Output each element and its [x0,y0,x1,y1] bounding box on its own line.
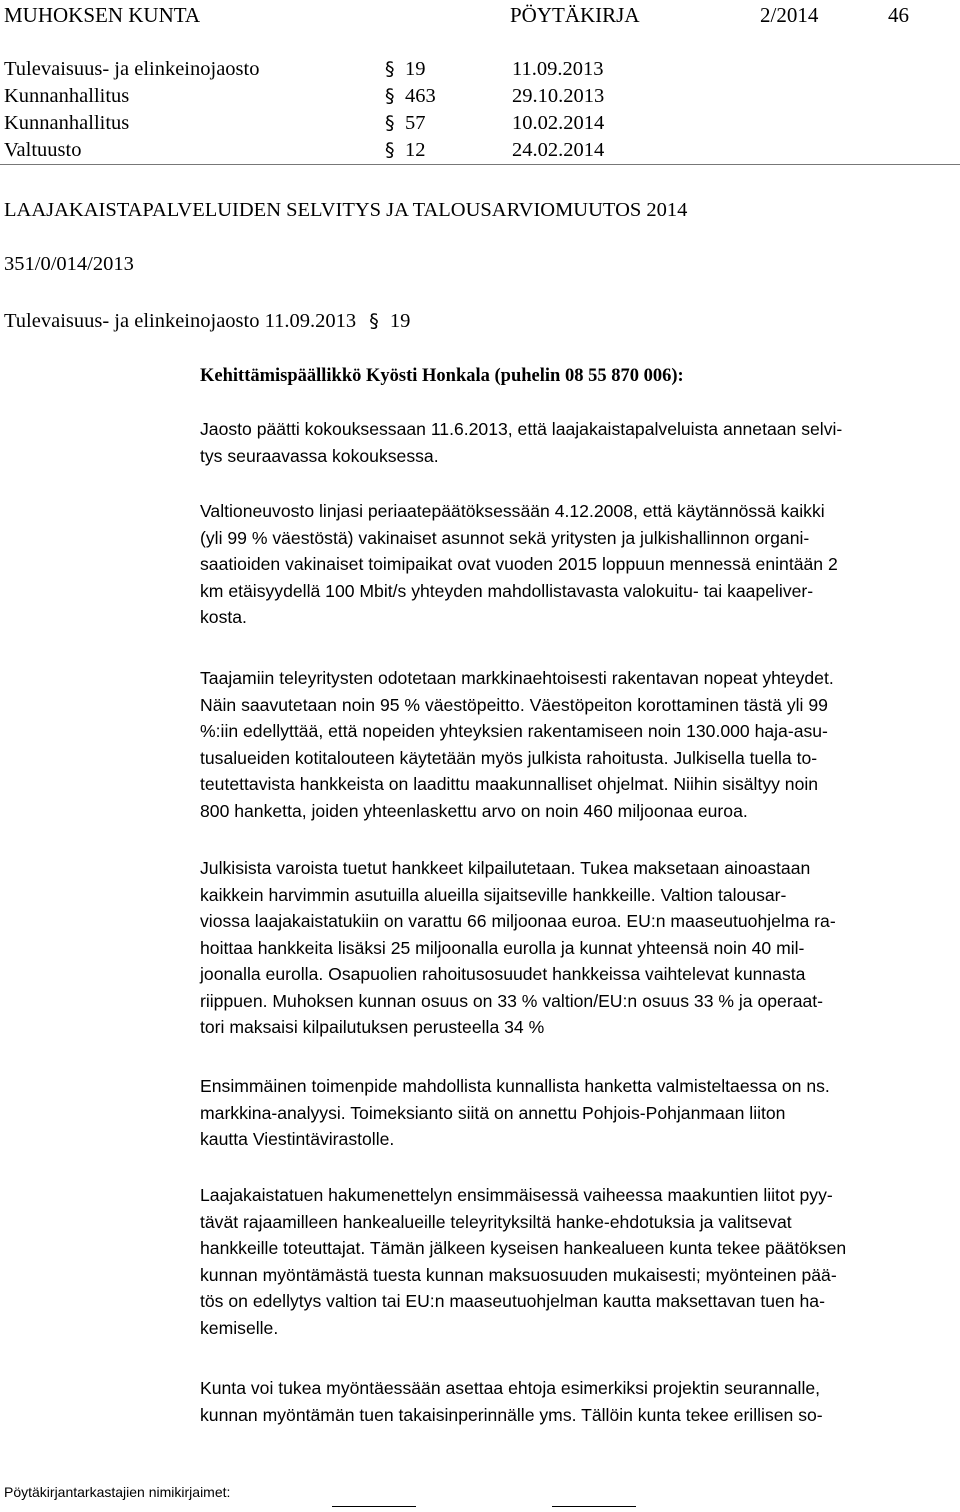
paragraph-line: 800 hanketta, joiden yhteenlaskettu arvo on noin 460 miljoonaa euroa. [200,800,748,821]
signature-line [332,1506,416,1507]
meeting-date: 29.10.2013 [512,85,605,107]
paragraph-line: kautta Viestintävirastolle. [200,1129,395,1149]
meeting-section-number: 12 [405,139,426,161]
reference-number: 351/0/014/2013 [4,253,134,275]
paragraph [200,665,956,824]
paragraph [200,1073,956,1153]
paragraph-line: Kunta voi tukea myöntäessään asettaa ehtoja esimerkiksi projektin seurannalle, [200,1378,821,1398]
meeting-section-number: 57 [405,112,426,134]
meeting-date: 11.09.2013 [512,58,604,80]
paragraph-line: Taajamiin teleyritysten odotetaan markkinaehtoisesti rakentavan nopeat yhteydet. [200,668,834,688]
paragraph-line: tusalueiden kotitalouteen käytetään myös julkista rahoitusta. Julkisella tuella to- [200,747,818,768]
paragraph-line: hankkeille toteuttajat. Tämän jälkeen kyseisen hankealueen kunta tekee päätöksen [200,1238,847,1258]
paragraph-line: tös on edellytys valtion tai EU:n maaseutuohjelman kautta maksettavan tuen ha- [200,1291,825,1311]
meeting-body: Valtuusto [4,139,82,161]
section-heading-text: Tulevaisuus- ja elinkeinojaosto 11.09.2013 [4,310,357,332]
section-number: 19 [389,310,411,332]
paragraph-line: Näin saavutetaan noin 95 % väestöpeitto. Väestöpeiton korottaminen tästä yli 99 [200,694,828,715]
paragraph-line: hoittaa hankkeita lisäksi 25 miljoonalla eurolla ja kunnat yhteensä noin 40 mil- [200,937,805,958]
paragraph-line: (yli 99 % väestöstä) vakinaiset asunnot sekä yritysten ja julkishallinnon organi- [200,527,810,548]
presenter-line: Kehittämispäällikkö Kyösti Honkala (puhelin 08 55 870 006): [200,366,684,386]
section-symbol: § [385,58,395,80]
paragraph [200,416,956,469]
meeting-body: Kunnanhallitus [4,85,130,107]
paragraph-line: %:iin edellyttää, että nopeiden yhteyksien rakentamiseen noin 130.000 haja-asu- [200,721,828,741]
paragraph-line: km etäisyydellä 100 Mbit/s yhteyden mahdollistavasta valokuitu- tai kaapeliver- [200,580,814,601]
paragraph-line: kemiselle. [200,1317,279,1338]
section-heading [4,310,410,332]
document-type: PÖYTÄKIRJA [510,3,640,27]
issue-number: 2/2014 [760,3,819,27]
paragraph-line: Laajakaistatuen hakumenettelyn ensimmäisessä vaiheessa maakuntien liitot pyy- [200,1185,833,1205]
paragraph-line: viossa laajakaistatukiin on varattu 66 miljoonaa euroa. EU:n maaseutuohjelma ra- [200,911,836,931]
signature-line [552,1506,636,1507]
paragraph-line: riippuen. Muhoksen kunnan osuus on 33 % valtion/EU:n osuus 33 % ja operaat- [200,990,824,1011]
meeting-section-number: 19 [405,58,426,80]
section-symbol: § [385,85,395,107]
meeting-section-number: 463 [405,85,436,107]
section-symbol: § [385,112,395,134]
paragraph-line: Jaosto päätti kokouksessaan 11.6.2013, että laajakaistapalveluista annetaan selvi- [200,419,843,439]
section-symbol: § [369,310,379,332]
paragraph-line: kunnan myöntämästä tuesta kunnan maksuosuuden mukaisesti; myönteinen pää- [200,1264,837,1285]
meeting-date: 10.02.2014 [512,112,605,134]
paragraph-line: tävät rajaamilleen hankealueille teleyrityksiltä hanke-ehdotuksia ja valitsevat [200,1211,792,1232]
paragraph-line: saatioiden vakinaiset toimipaikat ovat vuoden 2015 loppuun mennessä enintään 2 [200,554,838,574]
paragraph-line: tys seuraavassa kokouksessa. [200,445,439,466]
paragraph-line: kosta. [200,607,247,627]
divider [0,164,960,165]
meeting-body: Kunnanhallitus [4,112,130,134]
meeting-body: Tulevaisuus- ja elinkeinojaosto [4,58,260,80]
paragraph-line: kaikkein harvimmin asutuilla alueilla sijaitseville hankkeille. Valtion talousar- [200,884,787,905]
paragraph [200,1182,956,1341]
paragraph-line: teutettavista hankkeista on laadittu maakunnalliset ohjelmat. Niihin sisältyy noin [200,774,819,794]
paragraph [200,855,956,1041]
paragraph [200,498,956,631]
paragraph-line: Valtioneuvosto linjasi periaatepäätöksessään 4.12.2008, että käytännössä kaikki [200,501,825,521]
section-symbol: § [385,139,395,161]
paragraph-line: markkina-analyysi. Toimeksianto siitä on annettu Pohjois-Pohjanmaan liiton [200,1102,786,1123]
paragraph-line: Julkisista varoista tuetut hankkeet kilpailutetaan. Tukea maksetaan ainoastaan [200,858,811,878]
signature-label: Pöytäkirjantarkastajien nimikirjaimet: [4,1484,231,1500]
paragraph-line: joonalla eurolla. Osapuolien rahoitusosuudet hankkeissa vaihtelevat kunnasta [200,964,806,984]
page-title: LAAJAKAISTAPALVELUIDEN SELVITYS JA TALOUSARVIOMUUTOS 2014 [4,199,688,221]
paragraph-line: kunnan myöntämän tuen takaisinperinnälle yms. Tällöin kunta tekee erillisen so- [200,1404,823,1425]
paragraph [200,1375,956,1428]
meeting-date: 24.02.2014 [512,139,605,161]
page-number: 46 [888,3,909,27]
paragraph-line: tori maksaisi kilpailutuksen perusteella 34 % [200,1017,545,1037]
paragraph-line: Ensimmäinen toimenpide mahdollista kunnallista hanketta valmisteltaessa on ns. [200,1076,830,1096]
municipality-name: MUHOKSEN KUNTA [4,3,201,27]
